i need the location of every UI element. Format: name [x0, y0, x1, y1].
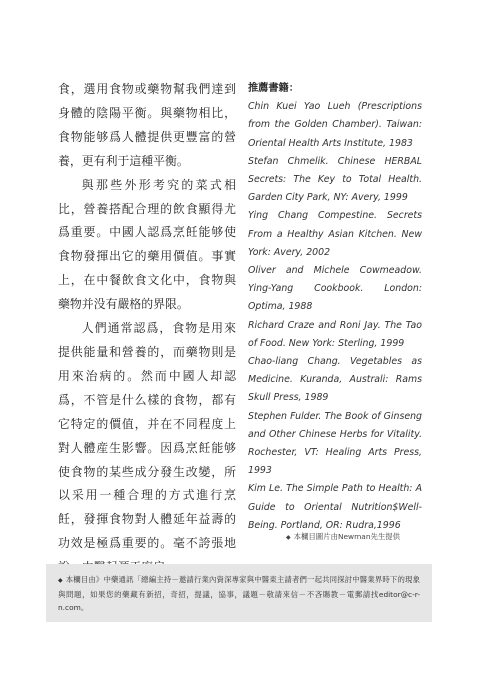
column-note: [58, 573, 420, 615]
book-entry: Ying Chang Compestine. Secrets From a Healthy Asian Kitchen. New York: Avery, 2002: [248, 210, 422, 258]
photo-credit: [286, 531, 426, 542]
book-entry: Chin Kuei Yao Lueh (Prescriptions from the Golden Chamber). Taiwan: Oriental Health Arts Institute, 1983: [248, 101, 422, 149]
photo-credit-text: 本欄目圖片由Newman先生提供: [293, 532, 401, 541]
diamond-bullet-icon: ◆: [58, 577, 63, 584]
column-note-box: [46, 564, 432, 622]
book-entry: Kim Le. The Simple Path to Health: A Guide to Oriental Nutrition$Well-Being. Portland, OR: Rudra,1996: [248, 483, 422, 531]
book-list: [248, 98, 422, 535]
book-entry: Richard Craze and Roni Jay. The Tao of Food. New York: Sterling, 1999: [248, 319, 422, 349]
book-entry: Chao-liang Chang. Vegetables as Medicine. Kuranda, Australi: Rams Skull Press, 1989: [248, 356, 422, 404]
book-entry: Stefan Chmelik. Chinese HERBAL Secrets: The Key to Total Health. Garden City Park, NY: Avery, 1999: [248, 155, 422, 204]
recommended-books-heading: 推薦書籍：: [248, 83, 299, 94]
book-entry: Stephen Fulder. The Book of Ginseng and Other Chinese Herbs for Vitality. Rochester, VT: Healing Arts Press, 1993: [248, 410, 422, 477]
diamond-bullet-icon: ◆: [286, 534, 291, 541]
recommended-books: [248, 80, 422, 535]
article-body: [58, 78, 236, 580]
book-entry: Oliver and Michele Cowmeadow. Ying-Yang Cookbook. London: Optima, 1988: [248, 265, 422, 313]
body-paragraph: 與那些外形考究的菜式相比，營養搭配合理的飲食顯得尤爲重要。中國人認爲烹飪能够使食物發揮出它的藥用價值。事實上，在中餐飲食文化中，食物與藥物并没有嚴格的界限。: [58, 177, 236, 312]
column-note-text: 本欄目由》中藥通訊「總編主持－邀請行業內資深專家與中醫東主請者們一起共同探討中醫業界時下的現象與問題，如果您的藥藏有新招，奇招，提議，協事，議題－敬請來信－不吝賜教－電郵請找editor@c-r-n.com。: [58, 575, 420, 612]
body-paragraph: 人們通常認爲，食物是用來提供能量和營養的，而藥物則是用來治病的。然而中國人却認爲，不管是什么樣的食物，都有它特定的價值，并在不同程度上對人體産生影響。因爲烹飪能够使食物的某些成分發生改變，所以采用一種合理的方式進行烹飪，發揮食物對人體延年益壽的功效是極爲重要的。毫不誇張地: [58, 321, 236, 551]
body-paragraph: 食，選用食物或藥物幫我們達到身體的陰陽平衡。與藥物相比，食物能够爲人體提供更豐富的營養，更有利于這種平衡。: [58, 82, 236, 168]
